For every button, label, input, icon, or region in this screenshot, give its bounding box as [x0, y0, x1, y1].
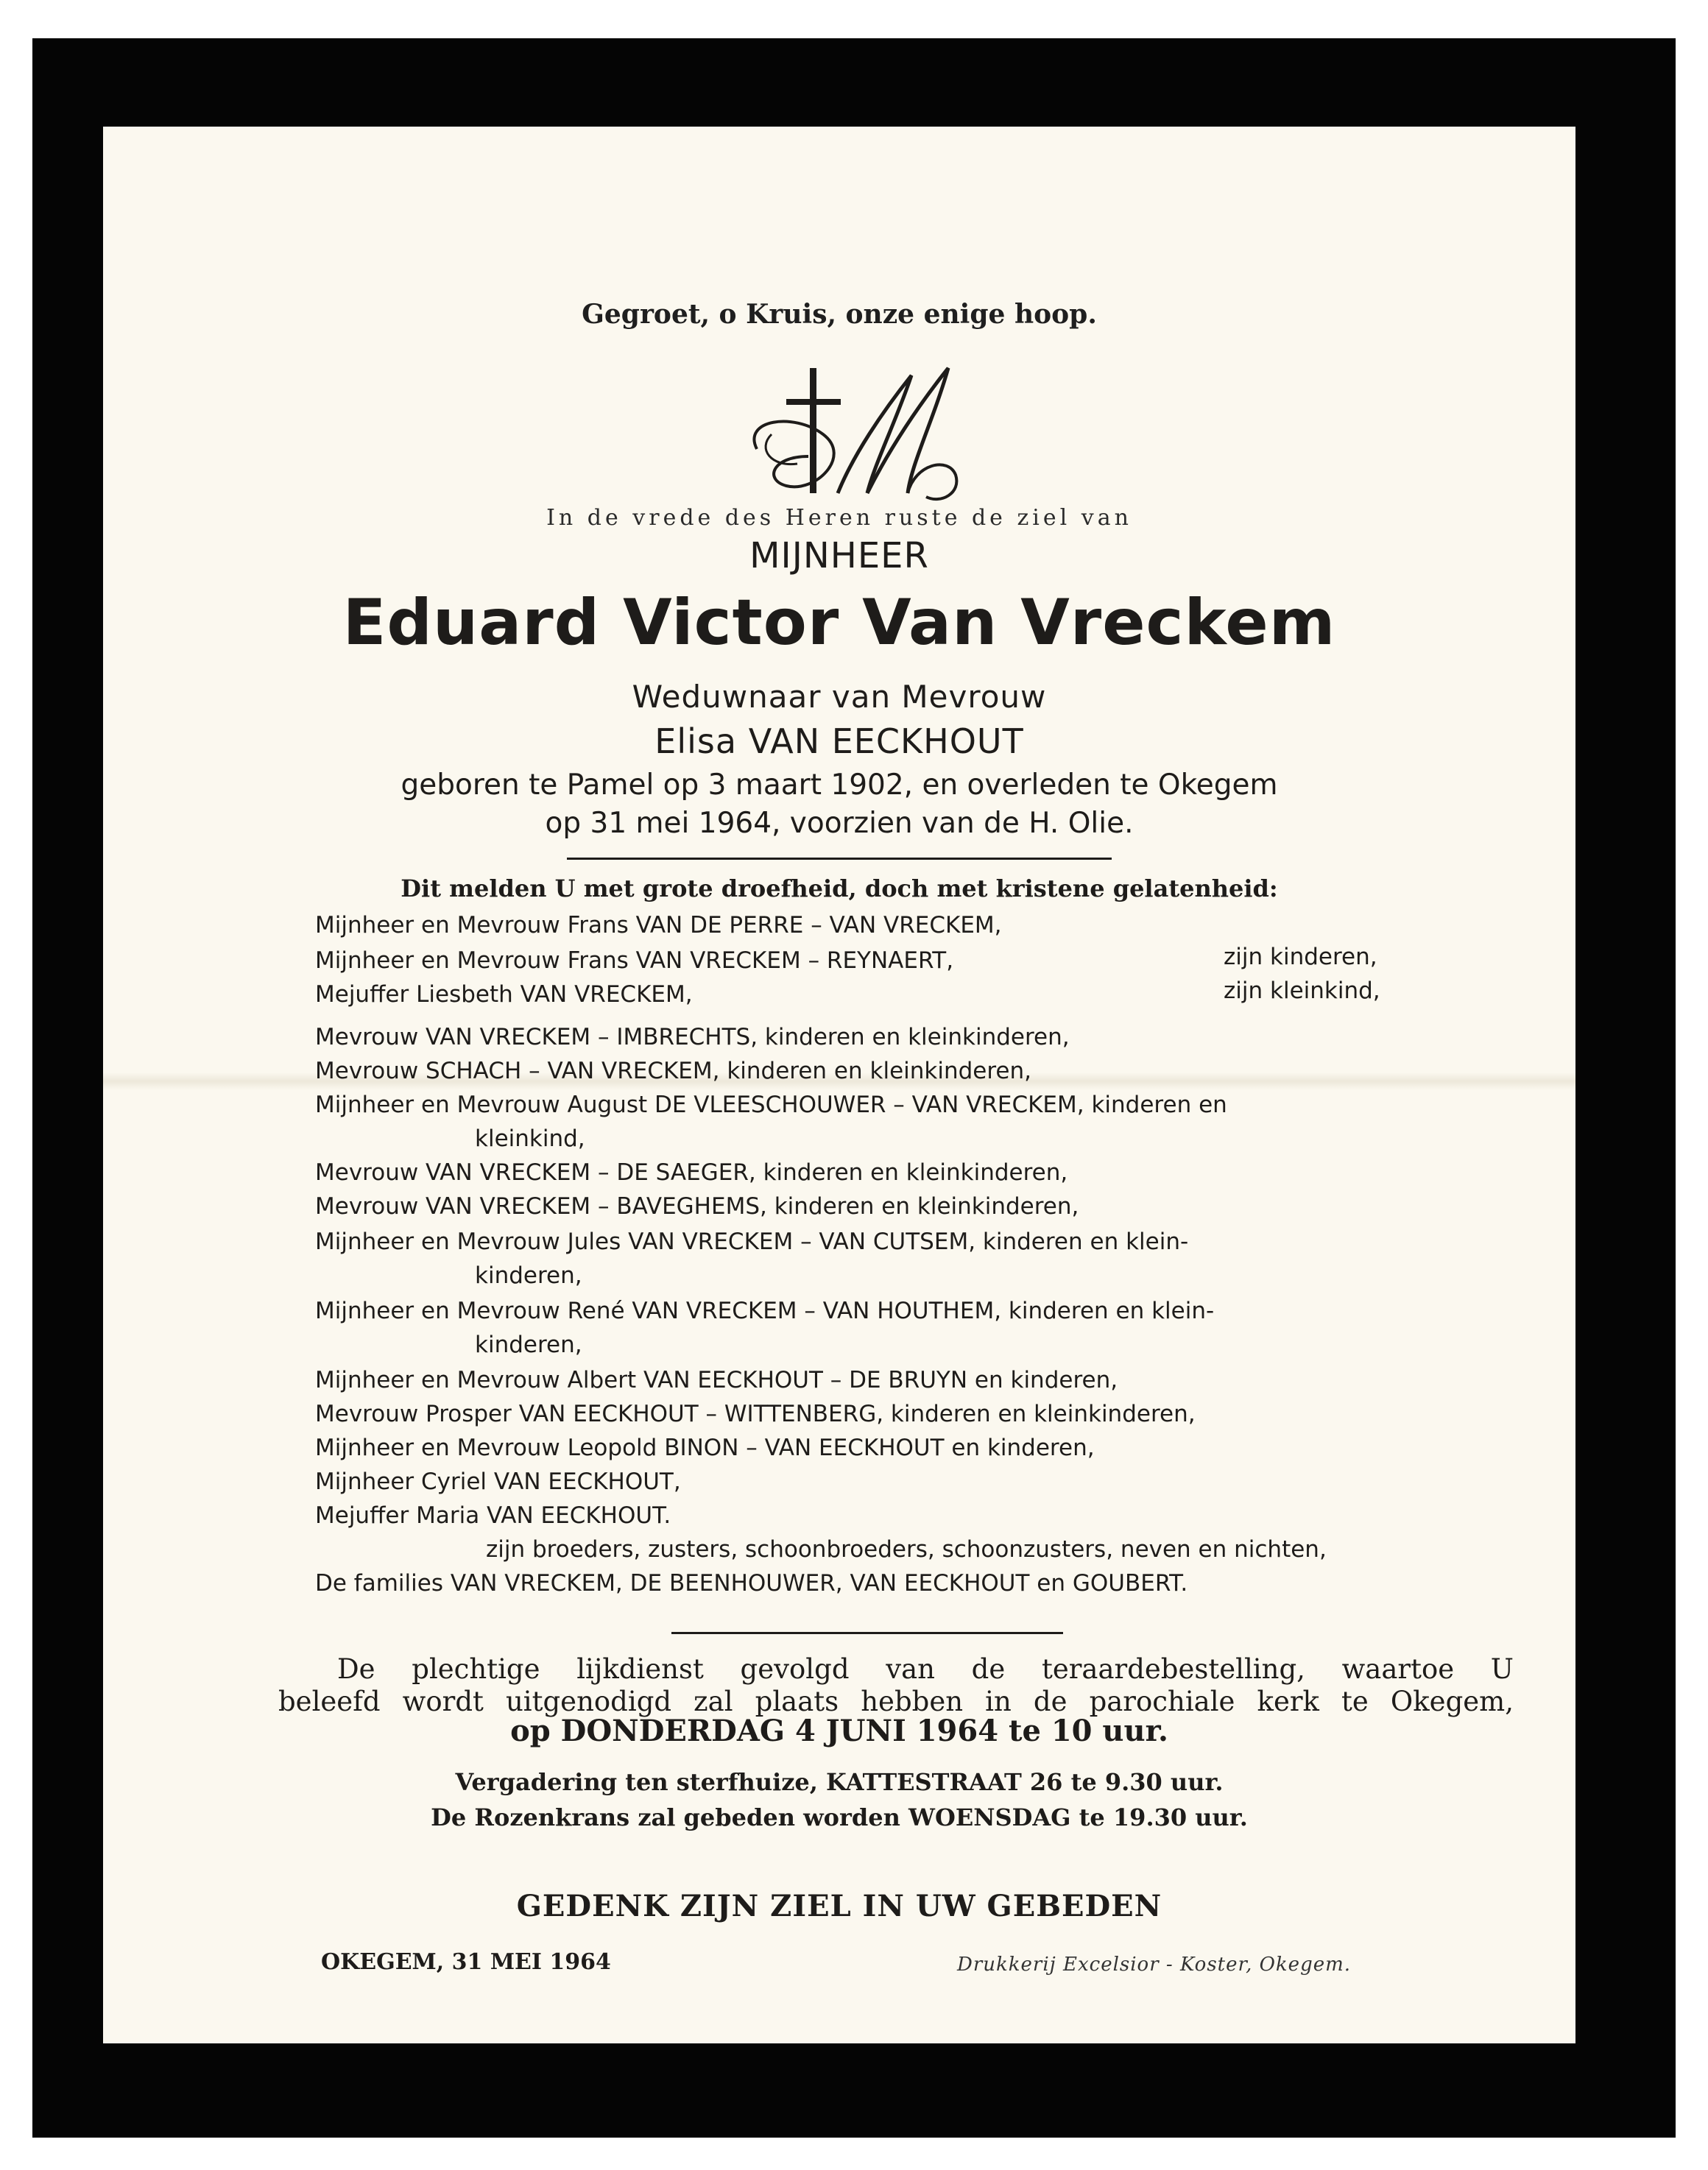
- family-line: Mijnheer en Mevrouw Albert VAN EECKHOUT – DE BRUYN en kinderen,: [315, 1367, 1118, 1393]
- rosary-line: De Rozenkrans zal gebeden worden WOENSDAG te 19.30 uur.: [431, 1803, 1248, 1831]
- family-line: Mijnheer en Mevrouw Leopold BINON – VAN EECKHOUT en kinderen,: [315, 1435, 1095, 1461]
- family-relatives-line: zijn broeders, zusters, schoonbroeders, schoonzusters, neven en nichten,: [486, 1536, 1327, 1563]
- family-line: Mevrouw VAN VRECKEM – BAVEGHEMS, kinderen en kleinkinderen,: [315, 1193, 1079, 1220]
- cross-monogram-icon: [727, 346, 992, 523]
- service-date: op DONDERDAG 4 JUNI 1964 te 10 uur.: [510, 1714, 1168, 1748]
- service-line-1: De plechtige lijkdienst gevolgd van de teraardebestelling, waartoe U: [337, 1653, 1514, 1685]
- family-line: Mevrouw VAN VRECKEM – IMBRECHTS, kinderen en kleinkinderen,: [315, 1024, 1070, 1050]
- printer-credit: Drukkerij Excelsior - Koster, Okegem.: [957, 1954, 1352, 1976]
- family-line: Mijnheer en Mevrouw René VAN VRECKEM – VAN HOUTHEM, kinderen en klein-: [315, 1298, 1215, 1324]
- memorial-card: [103, 127, 1575, 2043]
- divider-top: [567, 858, 1112, 860]
- wife-name: Elisa VAN EECKHOUT: [654, 721, 1024, 761]
- bio-line-2: op 31 mei 1964, voorzien van de H. Olie.: [545, 807, 1134, 840]
- family-line: Mejuffer Maria VAN EECKHOUT.: [315, 1502, 671, 1529]
- relation-grandchild: zijn kleinkind,: [1224, 978, 1380, 1004]
- divider-bottom: [671, 1632, 1063, 1634]
- family-line: Mevrouw Prosper VAN EECKHOUT – WITTENBERG, kinderen en kleinkinderen,: [315, 1401, 1196, 1427]
- title-mijnheer: MIJNHEER: [749, 535, 929, 576]
- family-families-line: De families VAN VRECKEM, DE BEENHOUWER, VAN EECKHOUT en GOUBERT.: [315, 1570, 1188, 1597]
- bio-line-1: geboren te Pamel op 3 maart 1902, en overleden te Okegem: [400, 768, 1278, 802]
- family-line: Mijnheer en Mevrouw Jules VAN VRECKEM – VAN CUTSEM, kinderen en klein-: [315, 1229, 1189, 1255]
- announce-line: Dit melden U met grote droefheid, doch met kristene gelatenheid:: [400, 874, 1278, 902]
- family-line: Mijnheer Cyriel VAN EECKHOUT,: [315, 1469, 681, 1495]
- family-line: Mijnheer en Mevrouw August DE VLEESCHOUWER – VAN VRECKEM, kinderen en: [315, 1092, 1227, 1118]
- place-date: OKEGEM, 31 MEI 1964: [321, 1949, 611, 1975]
- family-line: Mejuffer Liesbeth VAN VRECKEM,: [315, 981, 693, 1008]
- family-line: Mijnheer en Mevrouw Frans VAN DE PERRE – VAN VRECKEM,: [315, 912, 1002, 939]
- family-line-continued: kleinkind,: [475, 1125, 585, 1152]
- vrede-line: In de vrede des Heren ruste de ziel van: [546, 505, 1132, 531]
- gedenk-line: GEDENK ZIJN ZIEL IN UW GEBEDEN: [516, 1889, 1162, 1923]
- deceased-name: Eduard Victor Van Vreckem: [342, 586, 1336, 660]
- service-line-2: beleefd wordt uitgenodigd zal plaats hebben in de parochiale kerk te Okegem,: [278, 1686, 1514, 1717]
- family-line: Mevrouw SCHACH – VAN VRECKEM, kinderen en kleinkinderen,: [315, 1058, 1032, 1084]
- family-line: Mevrouw VAN VRECKEM – DE SAEGER, kinderen en kleinkinderen,: [315, 1159, 1068, 1186]
- motto: Gegroet, o Kruis, onze enige hoop.: [582, 299, 1097, 330]
- meeting-line: Vergadering ten sterfhuize, KATTESTRAAT 26 te 9.30 uur.: [455, 1768, 1224, 1796]
- family-line: Mijnheer en Mevrouw Frans VAN VRECKEM – REYNAERT,: [315, 947, 954, 974]
- widower-line: Weduwnaar van Mevrouw: [632, 679, 1047, 715]
- relation-children: zijn kinderen,: [1224, 944, 1377, 970]
- family-line-continued: kinderen,: [475, 1332, 582, 1358]
- family-line-continued: kinderen,: [475, 1262, 582, 1289]
